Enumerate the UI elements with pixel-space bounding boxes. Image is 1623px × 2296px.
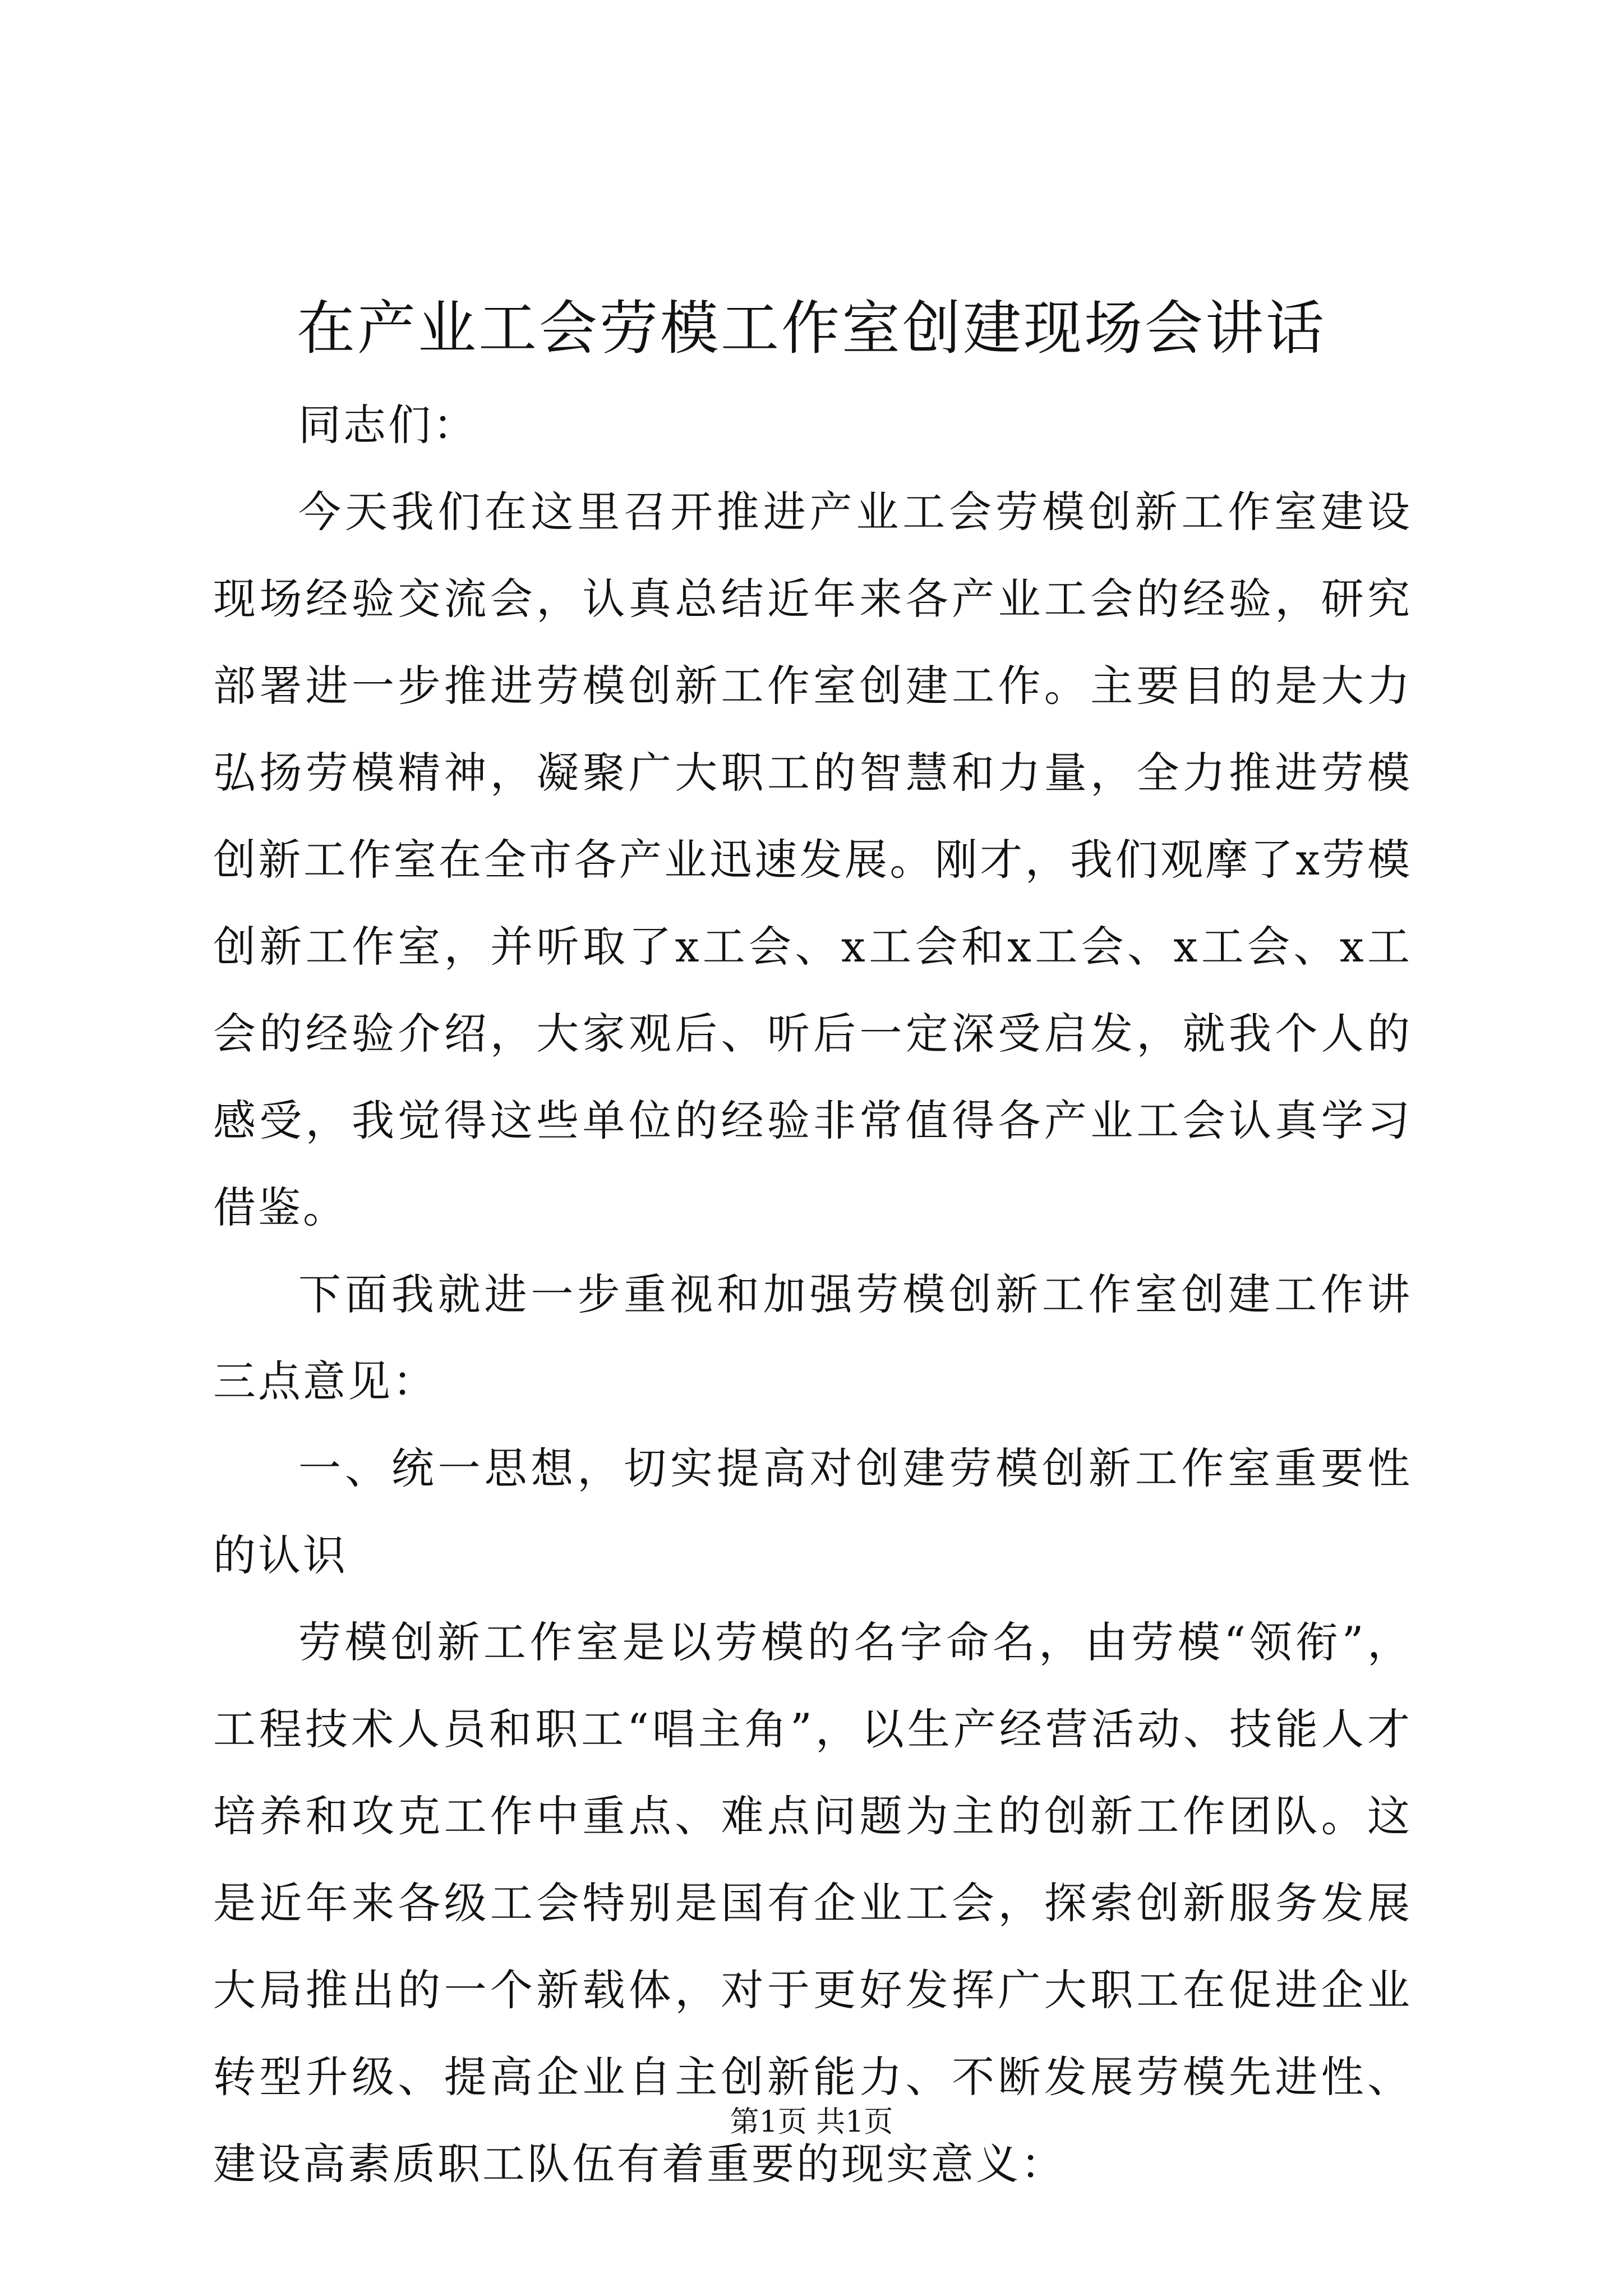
opinions-intro-paragraph: 下面我就进一步重视和加强劳模创新工作室创建工作讲三点意见：	[213, 1269, 1412, 1406]
document-title: 在产业工会劳模工作室创建现场会讲话	[296, 294, 1326, 362]
salutation-paragraph: 同志们：	[298, 400, 478, 450]
document-body	[213, 381, 1412, 2207]
section-1-paragraph: 劳模创新工作室是以劳模的名字命名，由劳模“领衔”，工程技术人员和职工“唱主角”，以生产经营活动、技能人才培养和攻克工作中重点、难点问题为主的创新工作团队。这是近年来各级工会特别是国有企业工会，探索创新服务发展大局推出的一个新载体，对于更好发挥广大职工在促进企业转型升级、提高企业自主创新能力、不断发展劳模先进性、建设高素质职工队伍有着重要的现实意义：	[213, 1617, 1412, 2189]
page-footer: 第1页 共1页	[730, 2105, 893, 2139]
section-heading-1: 一、统一思想，切实提高对创建劳模创新工作室重要性的认识	[213, 1443, 1412, 1580]
intro-paragraph: 今天我们在这里召开推进产业工会劳模创新工作室建设现场经验交流会，认真总结近年来各产业工会的经验，研究部署进一步推进劳模创新工作室创建工作。主要目的是大力弘扬劳模精神，凝聚广大职工的智慧和力量，全力推进劳模创新工作室在全市各产业迅速发展。刚才，我们观摩了x劳模创新工作室，并听取了x工会、x工会和x工会、x工会、x工会的经验介绍，大家观后、听后一定深受启发，就我个人的感受，我觉得这些单位的经验非常值得各产业工会认真学习借鉴。	[213, 487, 1412, 1232]
